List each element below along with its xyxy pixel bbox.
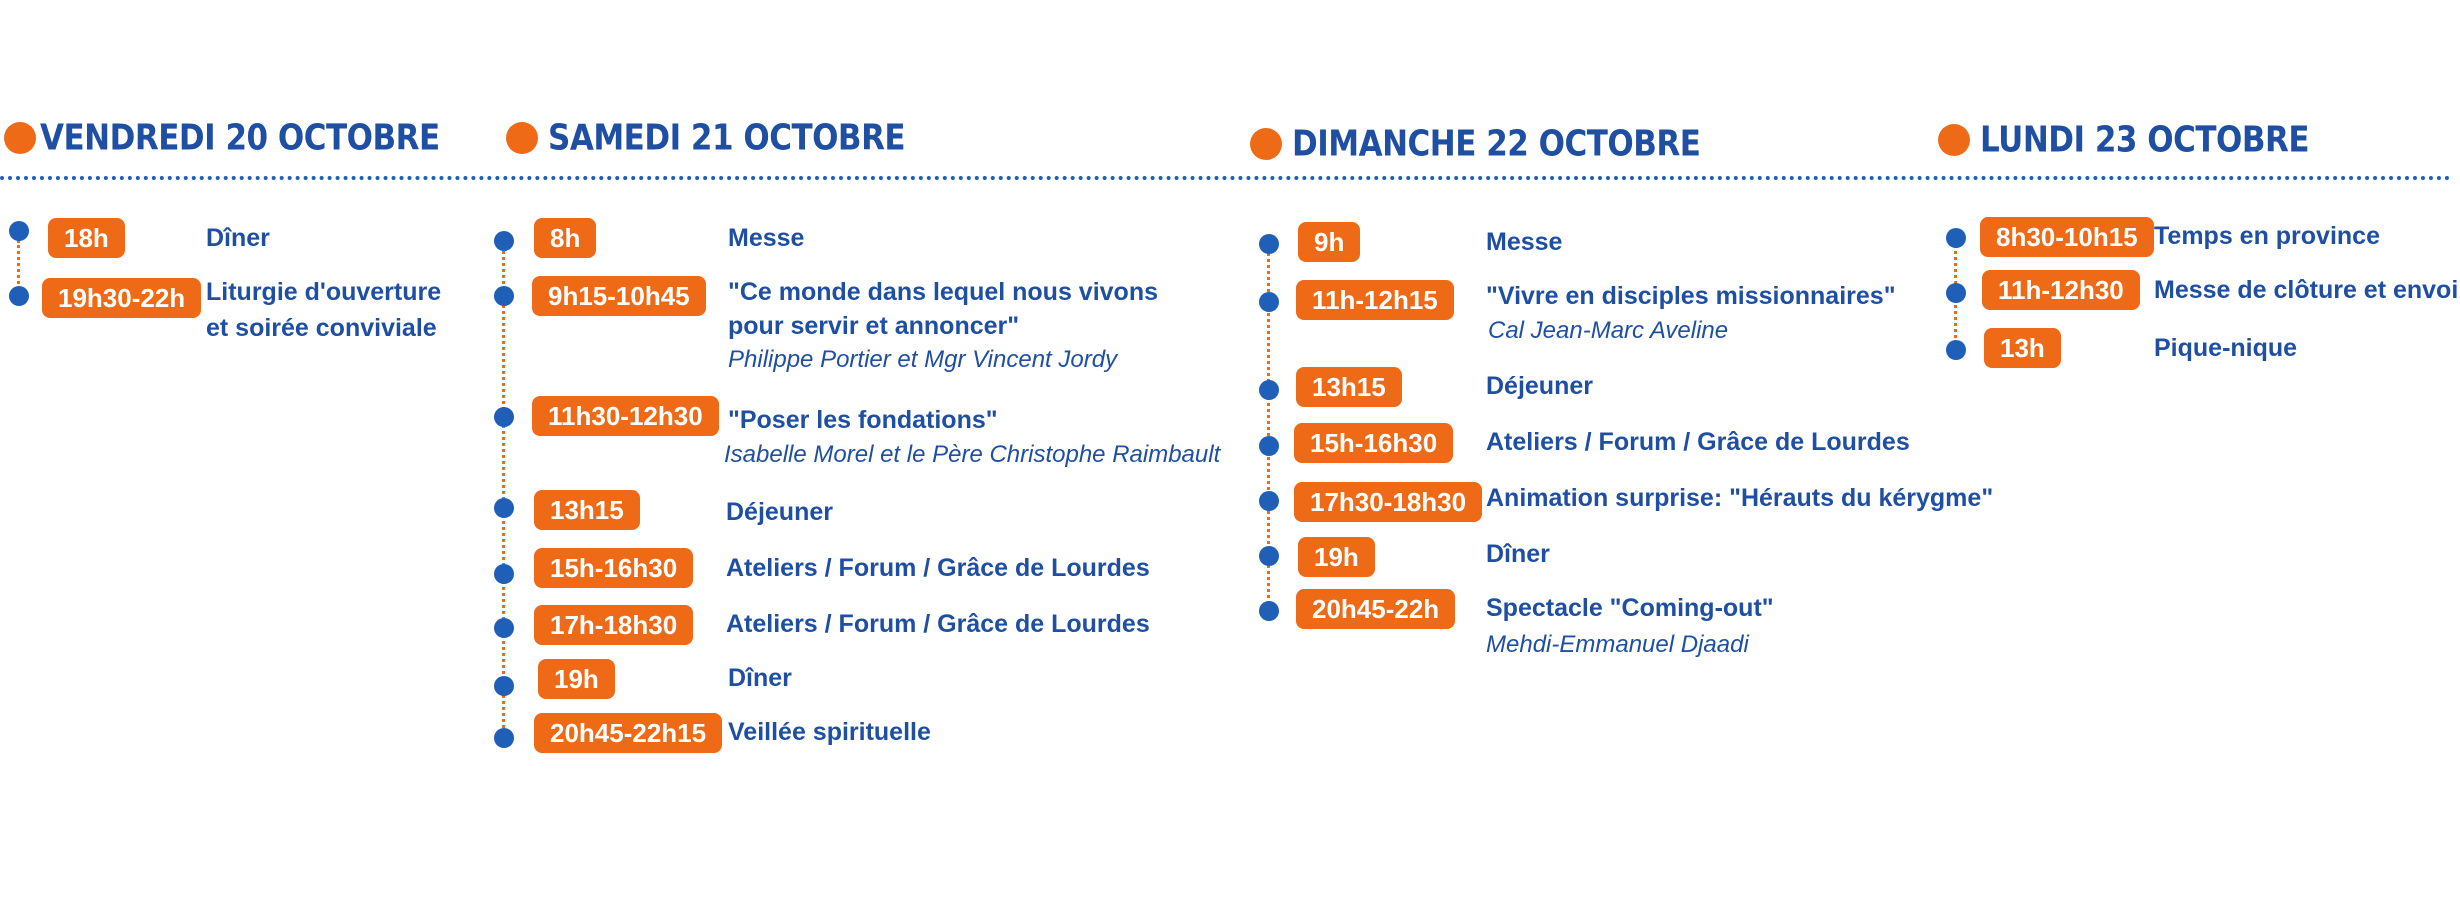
event-title: "Ce monde dans lequel nous vivons bbox=[728, 278, 1158, 306]
time-badge: 19h30-22h bbox=[42, 278, 201, 318]
event-title: Dîner bbox=[1486, 540, 1550, 568]
timeline-bullet-icon bbox=[1946, 228, 1966, 248]
event-title: Dîner bbox=[206, 224, 270, 252]
event-title: "Poser les fondations" bbox=[728, 406, 998, 434]
event-title: Ateliers / Forum / Grâce de Lourdes bbox=[726, 554, 1150, 582]
timeline-bullet-icon bbox=[9, 286, 29, 306]
event-speaker: Cal Jean-Marc Aveline bbox=[1488, 317, 1729, 344]
event-title: Animation surprise: "Hérauts du kérygme" bbox=[1486, 484, 1994, 512]
day-dot-icon bbox=[506, 122, 538, 154]
day-header-lundi bbox=[1938, 119, 2310, 161]
time-badge: 9h bbox=[1298, 222, 1360, 262]
event-title-line2: et soirée conviviale bbox=[206, 314, 437, 342]
time-badge: 18h bbox=[48, 218, 125, 258]
time-badge: 11h-12h15 bbox=[1296, 280, 1454, 320]
event-title: Messe bbox=[728, 224, 805, 252]
timeline-bullet-icon bbox=[494, 618, 514, 638]
time-badge: 8h bbox=[534, 218, 596, 258]
event-speaker: Isabelle Morel et le Père Christophe Raimbault bbox=[724, 441, 1221, 468]
time-badge: 15h-16h30 bbox=[534, 548, 693, 588]
event-speaker: Mehdi-Emmanuel Djaadi bbox=[1486, 631, 1749, 658]
timeline-bullet-icon bbox=[494, 564, 514, 584]
day-title: DIMANCHE 22 OCTOBRE bbox=[1292, 123, 1701, 165]
time-badge: 13h15 bbox=[534, 490, 640, 530]
day-title: VENDREDI 20 OCTOBRE bbox=[40, 117, 440, 159]
event-title: Ateliers / Forum / Grâce de Lourdes bbox=[1486, 428, 1910, 456]
event-title: Pique-nique bbox=[2154, 334, 2298, 362]
time-badge: 19h bbox=[1298, 537, 1375, 577]
timeline-bullet-icon bbox=[494, 728, 514, 748]
event-title: Déjeuner bbox=[1486, 372, 1593, 400]
day-title: SAMEDI 21 OCTOBRE bbox=[548, 117, 906, 159]
day-dot-icon bbox=[1250, 128, 1282, 160]
timeline-bullet-icon bbox=[1259, 234, 1279, 254]
day-dot-icon bbox=[1938, 124, 1970, 156]
day-dot-icon bbox=[4, 122, 36, 154]
time-badge: 17h-18h30 bbox=[534, 605, 693, 645]
timeline-bullet-icon bbox=[1259, 292, 1279, 312]
timeline-bullet-icon bbox=[1946, 283, 1966, 303]
time-badge: 19h bbox=[538, 659, 615, 699]
timeline-bullet-icon bbox=[9, 221, 29, 241]
time-badge: 8h30-10h15 bbox=[1980, 217, 2154, 257]
day-header-dimanche bbox=[1250, 123, 1701, 165]
timeline-bullet-icon bbox=[494, 286, 514, 306]
event-title: Veillée spirituelle bbox=[728, 718, 931, 746]
timeline-bullet-icon bbox=[494, 231, 514, 251]
time-badge: 13h bbox=[1984, 328, 2061, 368]
timeline-line bbox=[502, 240, 505, 740]
timeline-bullet-icon bbox=[1946, 340, 1966, 360]
event-title: Messe de clôture et envoi bbox=[2154, 276, 2459, 304]
timeline-bullet-icon bbox=[494, 407, 514, 427]
timeline-bullet-icon bbox=[494, 676, 514, 696]
time-badge: 13h15 bbox=[1296, 367, 1402, 407]
time-badge: 20h45-22h15 bbox=[534, 713, 722, 753]
event-title: Ateliers / Forum / Grâce de Lourdes bbox=[726, 610, 1150, 638]
time-badge: 17h30-18h30 bbox=[1294, 482, 1482, 522]
event-speaker: Philippe Portier et Mgr Vincent Jordy bbox=[728, 346, 1118, 373]
event-title: Liturgie d'ouverture bbox=[206, 278, 442, 306]
day-header-samedi bbox=[506, 117, 906, 159]
day-header-vendredi bbox=[4, 117, 440, 159]
event-title: "Vivre en disciples missionnaires" bbox=[1486, 282, 1896, 310]
timeline-bullet-icon bbox=[1259, 436, 1279, 456]
event-title-line2: pour servir et annoncer" bbox=[728, 312, 1020, 340]
timeline-bullet-icon bbox=[1259, 380, 1279, 400]
event-title: Dîner bbox=[728, 664, 792, 692]
event-title: Messe bbox=[1486, 228, 1563, 256]
time-badge: 9h15-10h45 bbox=[532, 276, 706, 316]
event-title: Déjeuner bbox=[726, 498, 833, 526]
time-badge: 11h30-12h30 bbox=[532, 396, 719, 436]
time-badge: 20h45-22h bbox=[1296, 589, 1455, 629]
event-title: Temps en province bbox=[2154, 222, 2380, 250]
time-badge: 15h-16h30 bbox=[1294, 423, 1453, 463]
time-badge: 11h-12h30 bbox=[1982, 270, 2140, 310]
timeline-bullet-icon bbox=[1259, 601, 1279, 621]
timeline-bullet-icon bbox=[494, 498, 514, 518]
header-separator bbox=[0, 176, 2452, 180]
timeline-bullet-icon bbox=[1259, 546, 1279, 566]
timeline-bullet-icon bbox=[1259, 491, 1279, 511]
event-title: Spectacle "Coming-out" bbox=[1486, 594, 1774, 622]
day-title: LUNDI 23 OCTOBRE bbox=[1980, 119, 2310, 161]
